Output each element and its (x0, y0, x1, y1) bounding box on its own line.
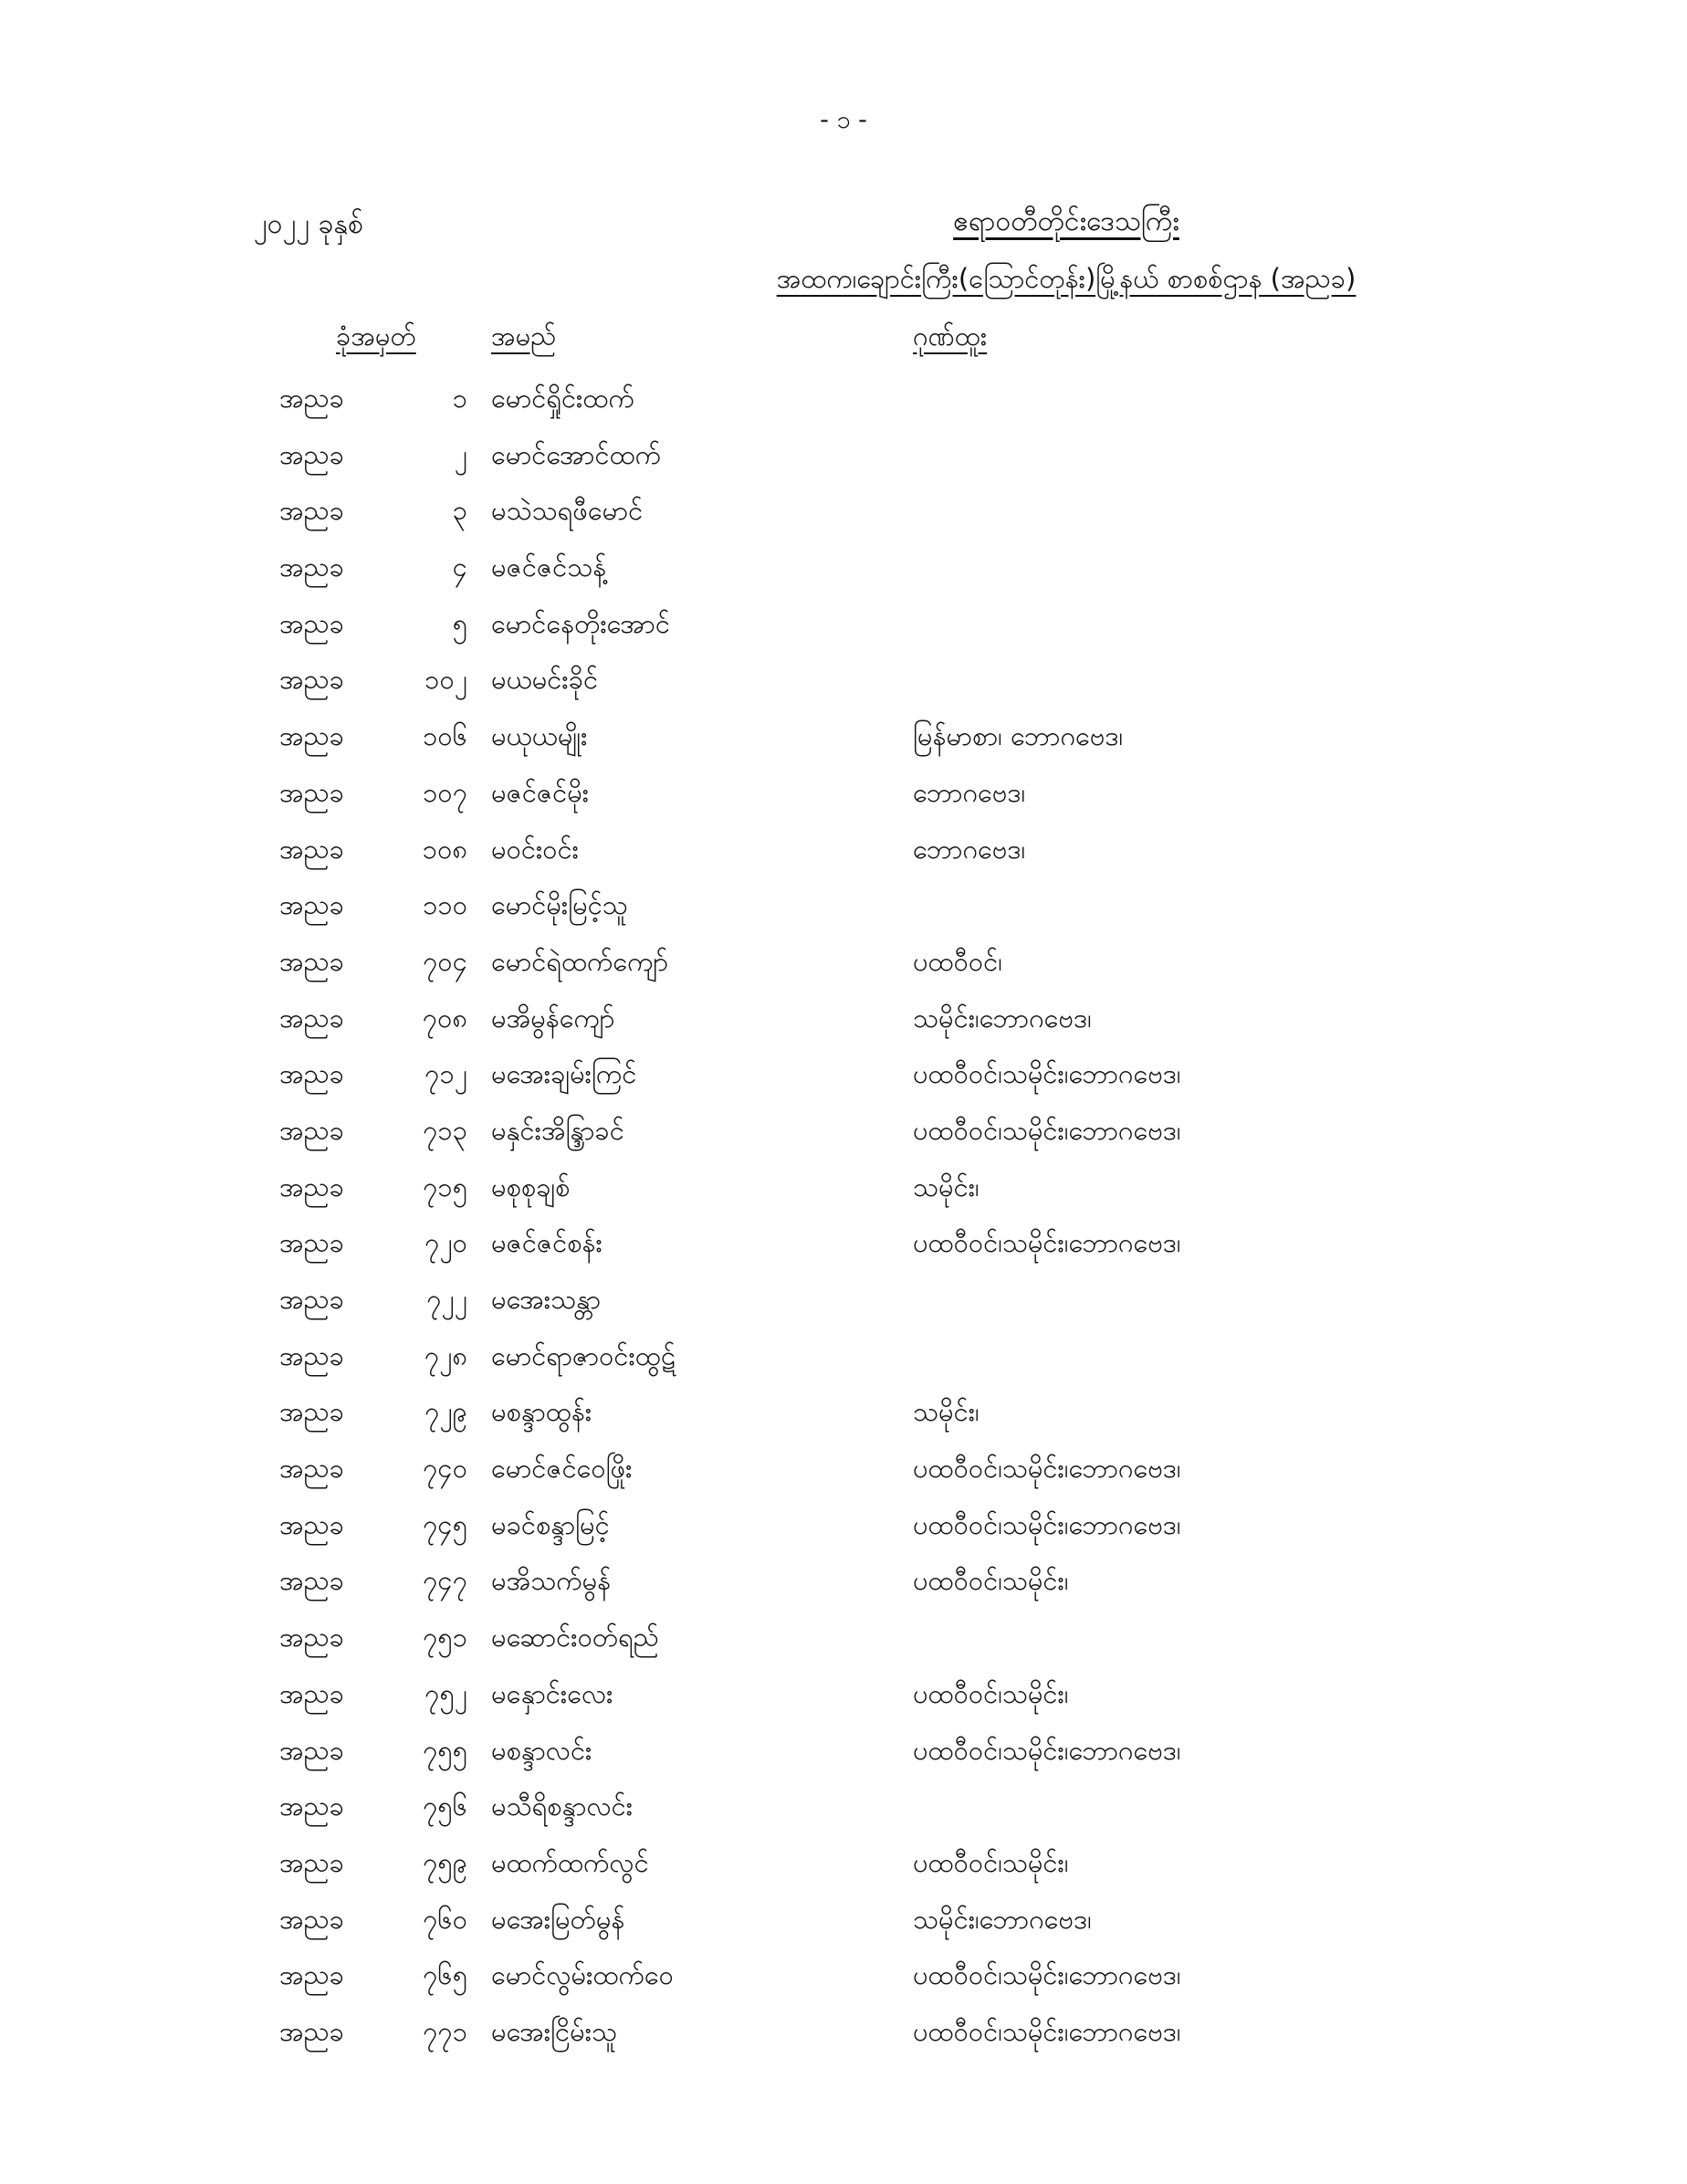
table-row (0, 654, 1687, 710)
table-row (0, 1048, 1687, 1105)
distinction-subjects: ပထဝီဝင်၊သမိုင်း၊ (913, 1565, 1069, 1597)
roll-number: ၇၅၁ (423, 1622, 467, 1654)
student-name: မအိမွန်ကျော် (491, 1002, 615, 1034)
table-row (0, 992, 1687, 1049)
distinction-subjects: သမိုင်း၊ (913, 1171, 980, 1202)
student-name: မောင်လွမ်းထက်ဝေ (491, 1959, 674, 1991)
roll-number: ၇၁၃ (423, 1114, 467, 1146)
table-row (0, 936, 1687, 992)
roll-prefix: အညခ (279, 1002, 344, 1034)
column-header-distinction: ဂုဏ်ထူး (913, 320, 988, 352)
table-row (0, 1555, 1687, 1612)
roll-prefix: အညခ (279, 1171, 344, 1202)
student-name: မောင်ရဲထက်ကျော် (491, 945, 669, 977)
roll-number: ၅ (452, 607, 467, 639)
roll-prefix: အညခ (279, 1227, 344, 1259)
distinction-subjects: ပထဝီဝင်၊သမိုင်း၊ဘောဂဗေဒ၊ (913, 1058, 1181, 1090)
student-name: မောင်ဇင်ဝေဖြိုး (491, 1453, 633, 1485)
distinction-subjects: ပထဝီဝင်၊သမိုင်း၊ (913, 1846, 1069, 1878)
student-name: မောင်အောင်ထက် (491, 438, 661, 470)
distinction-subjects: ပထဝီဝင်၊ (913, 945, 1002, 977)
roll-number: ၁၁၀ (423, 889, 467, 921)
results-list (0, 373, 1687, 2063)
roll-number: ၁၀၇ (423, 776, 467, 808)
roll-number: ၇၇၁ (423, 2015, 467, 2047)
distinction-subjects: ပထဝီဝင်၊သမိုင်း၊ဘောဂဗေဒ၊ (913, 1453, 1181, 1485)
student-name: မဇင်ဇင်သန့် (491, 551, 607, 583)
student-name: မအေးချမ်းကြင် (491, 1058, 637, 1090)
roll-prefix: အညခ (279, 438, 344, 470)
distinction-subjects: ပထဝီဝင်၊သမိုင်း၊ဘောဂဗေဒ၊ (913, 1227, 1181, 1259)
student-name: မယမင်းခိုင် (491, 664, 599, 696)
distinction-subjects: ပထဝီဝင်၊သမိုင်း၊ဘောဂဗေဒ၊ (913, 1734, 1181, 1766)
table-row (0, 1499, 1687, 1556)
student-name: မခင်စန္ဒာမြင့် (491, 1508, 610, 1540)
table-row (0, 824, 1687, 880)
roll-number: ၇၁၅ (423, 1171, 467, 1202)
roll-prefix: အညခ (279, 1622, 344, 1654)
roll-prefix: အညခ (279, 1959, 344, 1991)
student-name: မသဲသရဖီမောင် (491, 495, 644, 527)
student-name: မယုယမျိုး (491, 720, 588, 752)
table-row (0, 1161, 1687, 1218)
roll-prefix: အညခ (279, 383, 344, 414)
roll-number: ၁ (452, 383, 467, 414)
roll-number: ၁၀၈ (422, 833, 467, 865)
roll-prefix: အညခ (279, 1453, 344, 1485)
distinction-subjects: ပထဝီဝင်၊သမိုင်း၊ (913, 1677, 1069, 1709)
region-title: ဧရာဝတီတိုင်းဒေသကြီး (953, 205, 1179, 237)
table-row (0, 710, 1687, 767)
roll-number: ၇၂၀ (424, 1227, 467, 1259)
table-row (0, 429, 1687, 486)
roll-number: ၇၂၈ (424, 1339, 467, 1371)
roll-prefix: အညခ (279, 1339, 344, 1371)
student-name: မသီရိစန္ဒာလင်း (491, 1790, 634, 1822)
student-name: မအေးမြတ်မွန် (491, 1903, 625, 1935)
table-row (0, 2006, 1687, 2063)
table-row (0, 1668, 1687, 1725)
roll-prefix: အညခ (279, 1846, 344, 1878)
student-name: မောင်ရှိုင်းထက် (491, 383, 634, 414)
roll-prefix: အညခ (279, 2015, 344, 2047)
table-row (0, 767, 1687, 824)
student-name: မထက်ထက်လွင် (491, 1846, 649, 1878)
column-header-roll-no: ခုံအမှတ် (336, 320, 416, 352)
roll-prefix: အညခ (279, 833, 344, 865)
roll-prefix: အညခ (279, 664, 344, 696)
roll-prefix: အညခ (279, 1677, 344, 1709)
student-name: မဆောင်းဝတ်ရည် (491, 1622, 659, 1654)
student-name: မစန္ဒာလင်း (491, 1734, 592, 1766)
roll-prefix: အညခ (279, 551, 344, 583)
roll-prefix: အညခ (279, 889, 344, 921)
roll-prefix: အညခ (279, 1790, 344, 1822)
roll-number: ၇၂၉ (424, 1396, 467, 1428)
roll-number: ၇၅၅ (423, 1734, 467, 1766)
student-name: မောင်မိုးမြင့်သူ (491, 889, 628, 921)
roll-number: ၇၀၈ (422, 1002, 467, 1034)
exam-year: ၂၀၂၂ ခုနှစ် (254, 208, 363, 240)
roll-number: ၇၄၇ (423, 1565, 467, 1597)
roll-prefix: အညခ (279, 607, 344, 639)
distinction-subjects: သမိုင်း၊ဘောဂဗေဒ၊ (913, 1903, 1092, 1935)
roll-number: ၇၄၅ (423, 1508, 467, 1540)
table-row (0, 1105, 1687, 1161)
student-name: မဇင်ဇင်မိုး (491, 776, 590, 808)
roll-number: ၇၁၂ (424, 1058, 467, 1090)
roll-number: ၁၀၆ (423, 720, 467, 752)
table-row (0, 1894, 1687, 1950)
student-name: မောင်နေတိုးအောင် (491, 607, 670, 639)
distinction-subjects: ပထဝီဝင်၊သမိုင်း၊ဘောဂဗေဒ၊ (913, 2015, 1181, 2047)
student-name: မစုစုချစ် (491, 1171, 571, 1202)
roll-number: ၇၅၉ (423, 1846, 467, 1878)
roll-number: ၇၅၂ (424, 1677, 467, 1709)
column-header-name: အမည် (491, 320, 557, 352)
table-row (0, 598, 1687, 655)
table-row (0, 373, 1687, 429)
table-row (0, 541, 1687, 598)
table-row (0, 1217, 1687, 1274)
table-row (0, 1612, 1687, 1668)
roll-number: ၄ (452, 551, 467, 583)
page-number: - ၁ - (820, 106, 867, 134)
roll-prefix: အညခ (279, 1396, 344, 1428)
roll-prefix: အညခ (279, 720, 344, 752)
student-name: မနှင်းအိန္ဒြာခင် (491, 1114, 624, 1146)
student-name: မအိသက်မွန် (491, 1565, 612, 1597)
distinction-subjects: မြန်မာစာ၊ ဘောဂဗေဒ၊ (913, 720, 1124, 752)
roll-prefix: အညခ (279, 1565, 344, 1597)
table-row (0, 879, 1687, 936)
distinction-subjects: ပထဝီဝင်၊သမိုင်း၊ဘောဂဗေဒ၊ (913, 1508, 1181, 1540)
table-row (0, 1780, 1687, 1837)
table-row (0, 1837, 1687, 1894)
roll-number: ၇၆၅ (423, 1959, 467, 1991)
student-name: မဝင်းဝင်း (491, 833, 580, 865)
table-row (0, 1386, 1687, 1443)
student-name: မအေးသန္တာ (491, 1284, 602, 1315)
student-name: မအေးငြိမ်းသူ (491, 2015, 618, 2047)
roll-number: ၇၀၄ (423, 945, 467, 977)
roll-number: ၇၂၂ (426, 1284, 467, 1315)
distinction-subjects: ပထဝီဝင်၊သမိုင်း၊ဘောဂဗေဒ၊ (913, 1114, 1181, 1146)
roll-prefix: အညခ (279, 1903, 344, 1935)
table-row (0, 1330, 1687, 1387)
table-row (0, 1949, 1687, 2006)
roll-prefix: အညခ (279, 776, 344, 808)
exam-center-subtitle: အထက၊ချောင်းကြီး(ဩောင်တုန်း)မြို့နယ် စာစစ်ဌာန (အညခ) (776, 263, 1357, 294)
distinction-subjects: ဘောဂဗေဒ၊ (913, 833, 1026, 865)
table-row (0, 485, 1687, 541)
roll-prefix: အညခ (279, 495, 344, 527)
roll-number: ၇၄၀ (423, 1453, 467, 1485)
roll-prefix: အညခ (279, 1058, 344, 1090)
roll-number: ၇၆၀ (423, 1903, 467, 1935)
roll-prefix: အညခ (279, 1284, 344, 1315)
roll-prefix: အညခ (279, 1734, 344, 1766)
student-name: မဇင်ဇင်စန်း (491, 1227, 602, 1259)
distinction-subjects: ပထဝီဝင်၊သမိုင်း၊ဘောဂဗေဒ၊ (913, 1959, 1181, 1991)
roll-number: ၃ (452, 495, 467, 527)
table-row (0, 1274, 1687, 1330)
student-name: မောင်ရာဇာဝင်းထွဋ် (491, 1339, 676, 1371)
distinction-subjects: ဘောဂဗေဒ၊ (913, 776, 1026, 808)
roll-prefix: အညခ (279, 1114, 344, 1146)
student-name: မစန္ဒာထွန်း (491, 1396, 592, 1428)
roll-number: ၇၅၆ (423, 1790, 467, 1822)
roll-number: ၁၀၂ (424, 664, 467, 696)
distinction-subjects: သမိုင်း၊ဘောဂဗေဒ၊ (913, 1002, 1092, 1034)
table-row (0, 1725, 1687, 1781)
distinction-subjects: သမိုင်း၊ (913, 1396, 980, 1428)
roll-prefix: အညခ (279, 945, 344, 977)
table-row (0, 1443, 1687, 1499)
student-name: မနှောင်းလေး (491, 1677, 613, 1709)
roll-number: ၂ (454, 438, 467, 470)
roll-prefix: အညခ (279, 1508, 344, 1540)
